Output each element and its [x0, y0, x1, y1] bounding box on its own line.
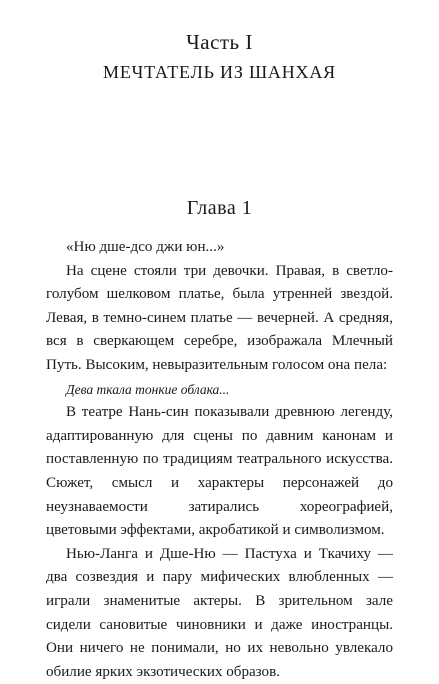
verse-line: Дева ткала тонкие облака... — [66, 381, 230, 397]
paragraph: На сцене стояли три девочки. Правая, в светло-голубом шелковом платье, была утренней звездой. Левая, в темно-синем платье — вечерней. А средняя, вся в сверкающем серебре, изображала Млечный Путь. Высоким, невыразительным голосом она пела: — [46, 262, 393, 373]
paragraph: «Ню дше-дсо джи юн...» — [66, 239, 225, 255]
chapter-title: Глава 1 — [186, 197, 253, 219]
body-text — [46, 236, 393, 684]
paragraph: Нью-Ланга и Дше-Ню — Пастуха и Ткачиху — два созвездия и пару мифических влюбленных — играли знаменитые актеры. В зрительном зале сидели сановитые чиновники и даже иностранцы. Они ничего не понимали, но их невольно увлекало обилие ярких экзотических образов. — [46, 545, 393, 680]
book-title: МЕЧТАТЕЛЬ ИЗ ШАНХАЯ — [103, 62, 336, 82]
paragraph: В театре Нань-син показывали древнюю легенду, адаптированную для сцены по давним канонам и поставленную по традициям театрального искусства. Сюжет, смысл и характеры персонажей до неузнаваемости затирались хореографией, цветовыми эффектами, акробатикой и символизмом. — [46, 404, 393, 539]
part-title: Часть I — [186, 30, 253, 54]
